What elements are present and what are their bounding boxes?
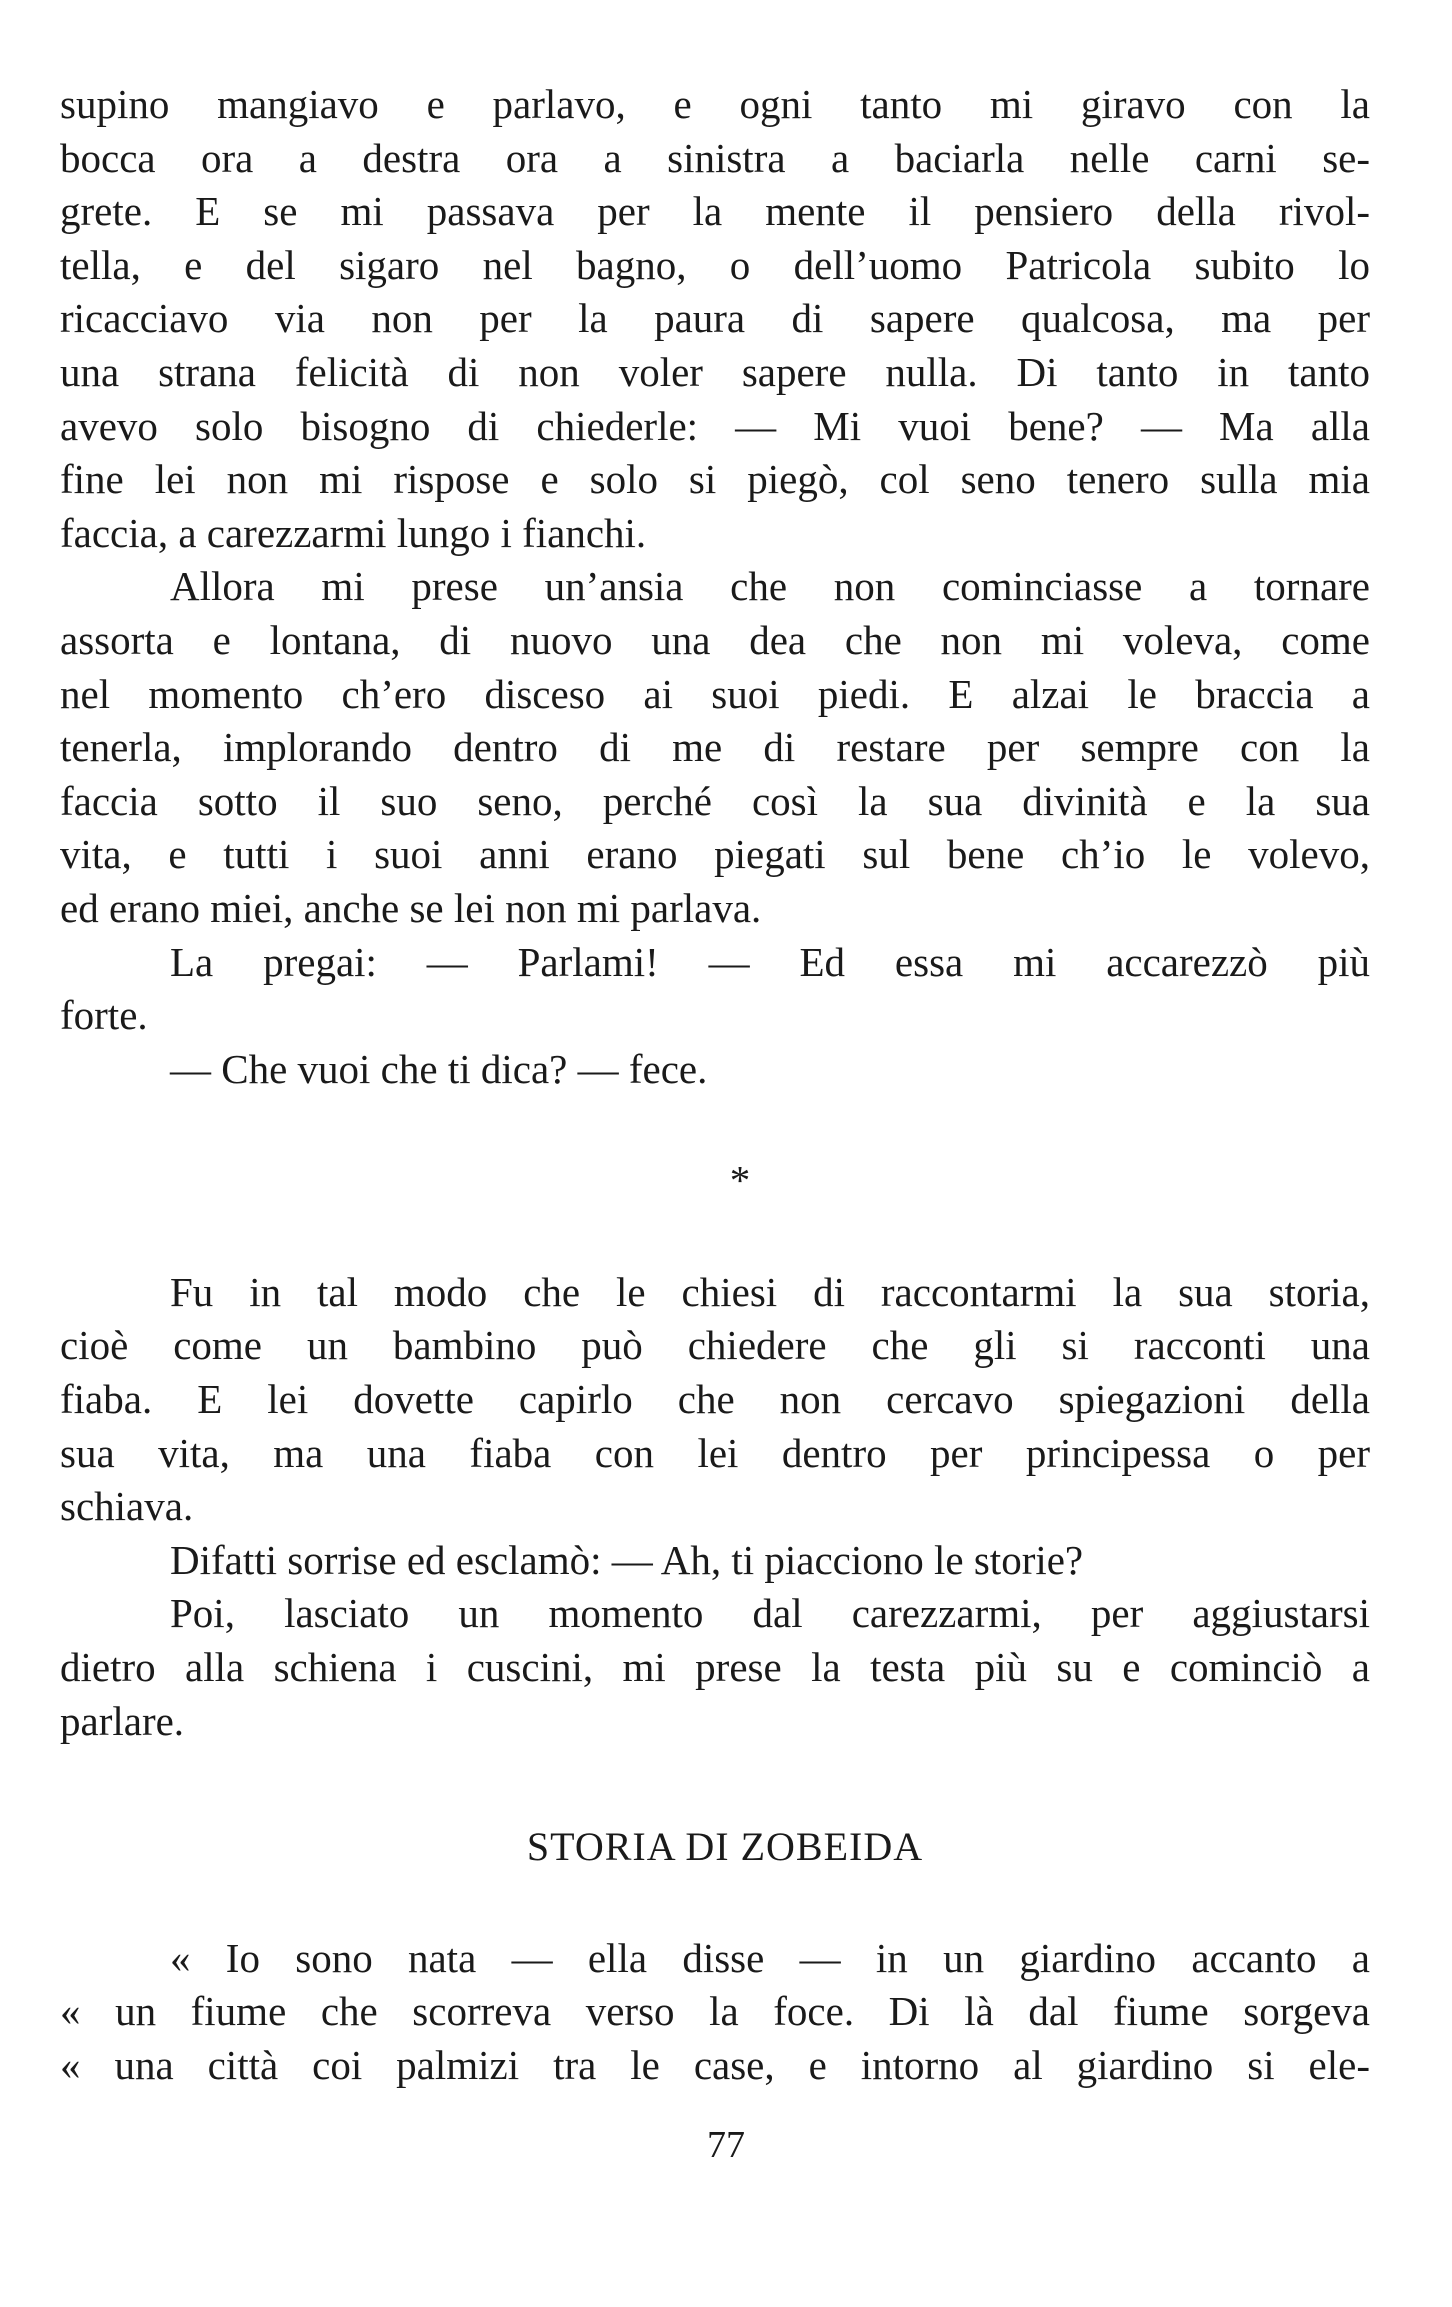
text-line: faccia sotto il suo seno, perché così la sua divinità e la sua [60, 777, 1370, 824]
text-line: ed erano miei, anche se lei non mi parlava. [60, 884, 762, 931]
text-line: nel momento ch’ero disceso ai suoi piedi. E alzai le braccia a [60, 670, 1370, 717]
text-line: La pregai: — Parlami! — Ed essa mi accarezzò più [170, 938, 1370, 985]
paragraph [60, 1932, 1370, 2093]
page-body [60, 78, 1370, 2093]
text-line: una strana felicità di non voler sapere nulla. Di tanto in tanto [60, 348, 1370, 395]
paragraph [60, 560, 1370, 935]
text-line: assorta e lontana, di nuovo una dea che non mi voleva, come [60, 616, 1370, 663]
text-line: ricacciavo via non per la paura di sapere qualcosa, ma per [60, 295, 1370, 342]
spacer [60, 1874, 1370, 1932]
text-line: supino mangiavo e parlavo, e ogni tanto mi giravo con la [60, 81, 1370, 127]
text-line: Poi, lasciato un momento dal carezzarmi, per aggiustarsi [170, 1590, 1370, 1637]
text-line: — Che vuoi che ti dica? — fece. [170, 1045, 708, 1092]
text-line: schiava. [60, 1483, 194, 1530]
paragraph [60, 78, 1370, 560]
spacer [60, 1748, 1370, 1820]
text-line: Fu in tal modo che le chiesi di raccontarmi la sua storia, [170, 1268, 1370, 1315]
spacer [60, 1096, 1370, 1154]
paragraph [60, 1587, 1370, 1748]
text-line: parlare. [60, 1697, 185, 1744]
spacer [60, 1208, 1370, 1266]
section-separator: * [729, 1157, 751, 1204]
page-number: 77 [707, 2124, 745, 2166]
text-line: vita, e tutti i suoi anni erano piegati sul bene ch’io le volevo, [60, 831, 1370, 878]
text-line: grete. E se mi passava per la mente il pensiero della rivol- [60, 188, 1370, 235]
text-line: avevo solo bisogno di chiederle: — Mi vuoi bene? — Ma alla [60, 402, 1370, 449]
text-line: tella, e del sigaro nel bagno, o dell’uomo Patricola subito lo [60, 241, 1370, 288]
text-line: fiaba. E lei dovette capirlo che non cercavo spiegazioni della [60, 1376, 1370, 1423]
text-line: cioè come un bambino può chiedere che gli si racconti una [60, 1322, 1370, 1369]
text-line: sua vita, ma una fiaba con lei dentro per principessa o per [60, 1429, 1370, 1476]
text-line: tenerla, implorando dentro di me di restare per sempre con la [60, 724, 1370, 771]
text-line: forte. [60, 992, 148, 1039]
text-line: « un fiume che scorreva verso la foce. Di là dal fiume sorgeva [60, 1988, 1370, 2035]
paragraph [60, 1534, 1370, 1588]
text-line: Difatti sorrise ed esclamò: — Ah, ti piacciono le storie? [170, 1536, 1084, 1583]
paragraph [60, 1043, 1370, 1097]
text-line: « una città coi palmizi tra le case, e intorno al giardino si ele- [60, 2042, 1370, 2088]
section-heading: STORIA DI ZOBEIDA [526, 1824, 924, 1870]
paragraph [60, 1266, 1370, 1534]
text-line: bocca ora a destra ora a sinistra a baciarla nelle carni se- [60, 134, 1370, 181]
text-line: fine lei non mi rispose e solo si piegò, col seno tenero sulla mia [60, 456, 1370, 503]
text-line: « Io sono nata — ella disse — in un giardino accanto a [170, 1934, 1370, 1981]
text-line: Allora mi prese un’ansia che non cominciasse a tornare [170, 563, 1370, 610]
text-line: faccia, a carezzarmi lungo i fianchi. [60, 509, 647, 556]
paragraph [60, 936, 1370, 1043]
text-line: dietro alla schiena i cuscini, mi prese la testa più su e cominciò a [60, 1644, 1370, 1691]
